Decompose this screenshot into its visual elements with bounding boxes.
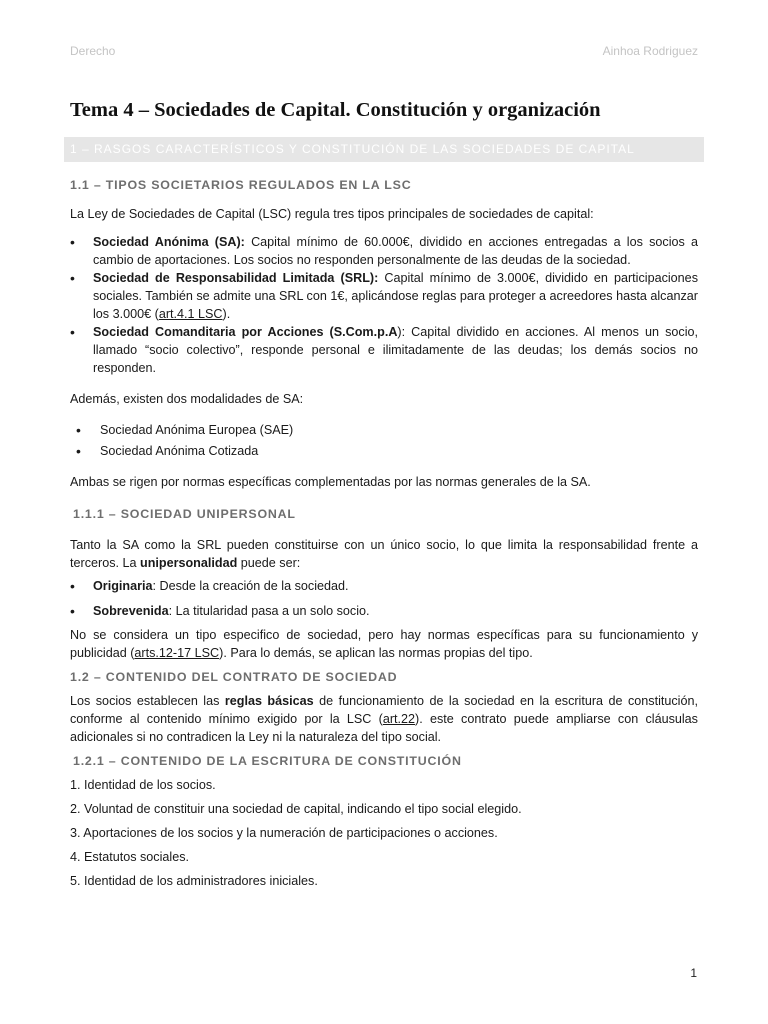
intro-paragraph: La Ley de Sociedades de Capital (LSC) regula tres tipos principales de sociedades de capital: <box>70 207 594 221</box>
list-item-scompa: • Sociedad Comanditaria por Acciones (S.Com.p.A): Capital dividido en acciones. Al menos un socio, llamado “socio colectivo”, responde personal e ilimitadamente de las deudas; los demás socios no responden. <box>70 323 698 377</box>
section-banner: 1 – RASGOS CARACTERÍSTICOS Y CONSTITUCIÓN DE LAS SOCIEDADES DE CAPITAL <box>64 137 704 162</box>
sa-modalities-list <box>70 421 698 460</box>
page-title: Tema 4 – Sociedades de Capital. Constitución y organización <box>70 99 601 121</box>
link-art-4-1[interactable]: art.4.1 LSC <box>158 307 223 321</box>
list-item: 2. Voluntad de constituir una sociedad de capital, indicando el tipo social elegido. <box>70 802 522 816</box>
list-item: 4. Estatutos sociales. <box>70 850 190 864</box>
page-number: 1 <box>690 966 697 980</box>
list-item-srl: • Sociedad de Responsabilidad Limitada (SRL): Capital mínimo de 3.000€, dividido en participaciones sociales. También se admite una SRL con 1€, aplicándose reglas para proteger a acreedores hasta alcanzar los 3.000€ (art.4.1 LSC). <box>70 269 698 323</box>
link-art-22[interactable]: art.22 <box>382 712 416 726</box>
unipersonal-types-list <box>70 577 698 620</box>
heading-1-1-1: 1.1.1 – SOCIEDAD UNIPERSONAL <box>73 507 296 521</box>
modalities-closing: Ambas se rigen por normas específicas complementadas por las normas generales de la SA. <box>70 475 591 489</box>
list-item-sa-cotizada: • Sociedad Anónima Cotizada <box>70 442 698 460</box>
modalities-intro: Además, existen dos modalidades de SA: <box>70 392 304 406</box>
list-item: 1. Identidad de los socios. <box>70 778 216 792</box>
list-item-sa: • Sociedad Anónima (SA): Capital mínimo de 60.000€, dividido en acciones entregadas a los socios a cambio de aportaciones. Los socios no responden personalmente de las deudas de la sociedad. <box>70 233 698 269</box>
heading-1-1: 1.1 – TIPOS SOCIETARIOS REGULADOS EN LA LSC <box>70 178 412 192</box>
company-types-list <box>70 233 698 377</box>
heading-1-2: 1.2 – CONTENIDO DEL CONTRATO DE SOCIEDAD <box>70 670 398 684</box>
list-item: 3. Aportaciones de los socios y la numeración de participaciones o acciones. <box>70 826 498 840</box>
heading-1-2-1: 1.2.1 – CONTENIDO DE LA ESCRITURA DE CONSTITUCIÓN <box>73 754 462 768</box>
deed-contents-list <box>70 776 698 890</box>
header-author: Ainhoa Rodriguez <box>602 44 698 58</box>
list-item-originaria: • Originaria: Desde la creación de la sociedad. <box>70 577 698 595</box>
list-item-sae: • Sociedad Anónima Europea (SAE) <box>70 421 698 439</box>
unipersonal-norms-paragraph: No se considera un tipo especifico de sociedad, pero hay normas específicas para su funcionamiento y publicidad (arts.12-17 LSC). Para lo demás, se aplican las normas propias del tipo. <box>70 628 698 660</box>
page-content <box>70 96 698 896</box>
contract-paragraph: Los socios establecen las reglas básicas de funcionamiento de la sociedad en la escritura de constitución, conforme al contenido mínimo exigido por la LSC (art.22). este contrato puede ampliarse con cláusulas adicionales si no contradicen la Ley ni la naturaleza del tipo social. <box>70 694 698 744</box>
header-subject: Derecho <box>70 44 116 58</box>
list-item-sobrevenida: • Sobrevenida: La titularidad pasa a un solo socio. <box>70 602 698 620</box>
list-item: 5. Identidad de los administradores iniciales. <box>70 874 318 888</box>
unipersonal-paragraph: Tanto la SA como la SRL pueden constituirse con un único socio, lo que limita la responsabilidad frente a terceros. La unipersonalidad puede ser: <box>70 538 698 570</box>
link-arts-12-17[interactable]: arts.12-17 LSC <box>134 646 220 660</box>
